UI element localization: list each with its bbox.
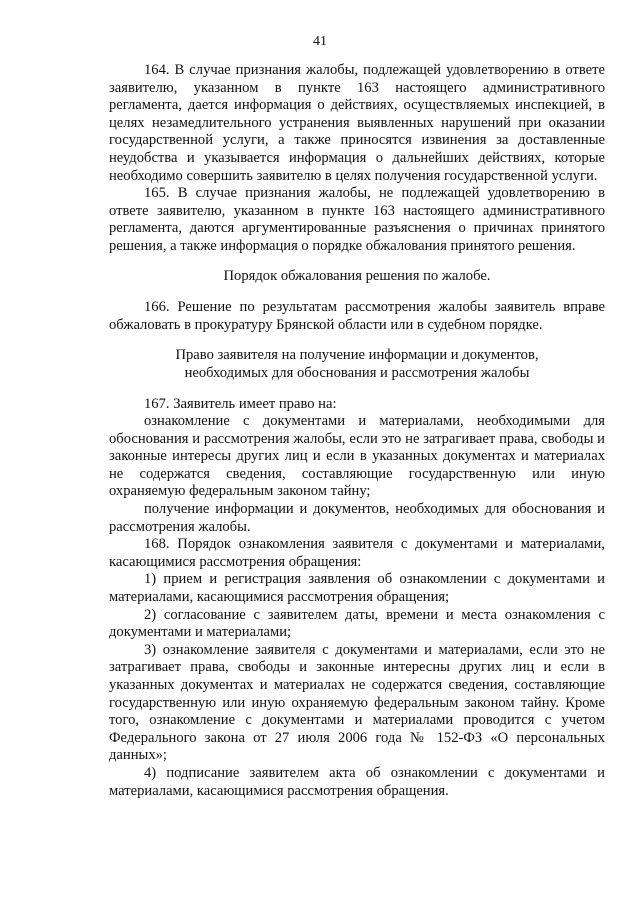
paragraph-167: 167. Заявитель имеет право на: [144,395,337,412]
paragraph-168-item-2: 2) согласование с заявителем даты, времени и места ознакомления с документами и материалами; [109,606,605,641]
paragraph-168: 168. Порядок ознакомления заявителя с документами и материалами, касающимися рассмотрения обращения: [109,536,605,570]
section-heading-line: необходимых для обоснования и рассмотрения жалобы [184,364,530,381]
paragraph-168-item-3: 3) ознакомление заявителя с документами и материалами, если это не затрагивает права, свободы и законные интересны других лиц и если в указанных документах и материалах не содержатся сведения, составляющие государственную или иную охраняемую федеральным законом тайну. Кроме того, ознакомление с документами и материалами проводится с учетом Федерального закона от 27 июля 2006 года № 152-ФЗ «О персональных данных»; [109,641,605,764]
section-heading-right-to-information [109,347,605,382]
paragraph-167-item-information: получение информации и документов, необходимых для обоснования и рассмотрения жалобы. [109,501,605,535]
section-heading-line: Право заявителя на получение информации и документов, [175,347,539,364]
document-body [109,62,605,800]
paragraph-165: 165. В случае признания жалобы, не подлежащей удовлетворению в ответе заявителю, указанном в пункте 163 настоящего административного регламента, даются аргументированные разъяснения о причинах принятого решения, а также информация о порядке обжалования принятого решения. [109,185,605,254]
paragraph-168-item-1: 1) прием и регистрация заявления об ознакомлении с документами и материалами, касающимися рассмотрения обращения; [109,571,605,606]
paragraph-166: 166. Решение по результатам рассмотрения жалобы заявитель вправе обжаловать в прокуратуру Брянской области или в судебном порядке. [109,299,605,333]
paragraph-168-item-4: 4) подписание заявителем акта об ознакомлении с документами и материалами, касающимися рассмотрения обращения. [109,764,605,799]
page-number: 41 [313,34,327,49]
paragraph-164: 164. В случае признания жалобы, подлежащей удовлетворению в ответе заявителю, указанном в пункте 163 настоящего административного регламента, дается информация о действиях, осуществляемых инспекцией, в целях незамедлительного устранения выявленных нарушений при оказании государственной услуги, а также приносятся извинения за доставленные неудобства и указывается информация о дальнейших действиях, которые необходимо совершить заявителю в целях получения государственной услуги. [109,62,605,184]
paragraph-167-item-documents: ознакомление с документами и материалами, необходимыми для обоснования и рассмотрения жалобы, если это не затрагивает права, свободы и законные интересы других лиц и если в указанных документах и материалах не содержатся сведения, составляющие государственную или иную охраняемую федеральным законом тайну; [109,413,605,500]
section-heading-appeal-procedure: Порядок обжалования решения по жалобе. [223,267,491,284]
